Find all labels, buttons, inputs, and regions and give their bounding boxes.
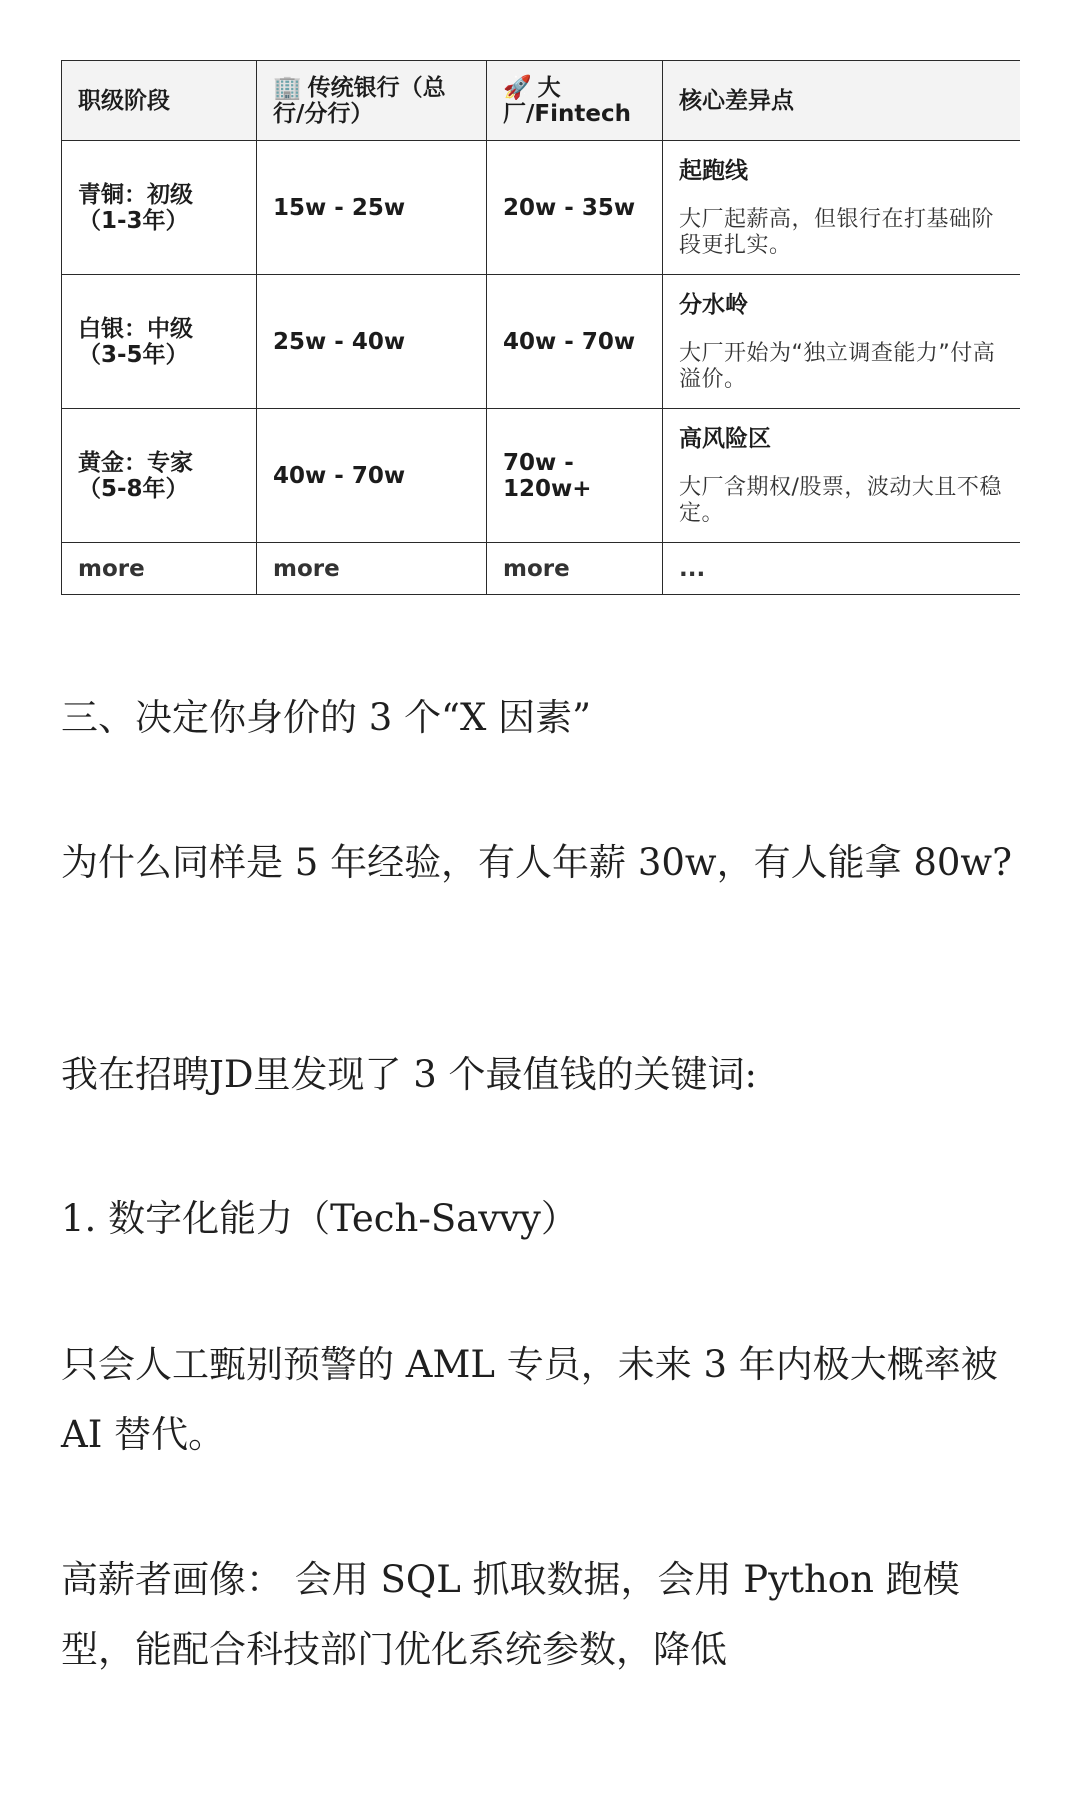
table-row [62,409,1020,543]
diff-desc: 大厂起薪高，但银行在打基础阶段更扎实。 [679,206,995,258]
more-stage-cell: more [62,543,257,595]
more-fintech-cell: more [487,543,663,595]
diff-title: 高风险区 [679,425,771,452]
list-item-digital: 1. 数字化能力（Tech-Savvy） [61,1197,578,1240]
fintech-salary-cell: 40w - 70w [487,275,663,409]
bank-salary-cell: 15w - 25w [257,141,487,275]
diff-cell [663,141,1020,275]
table-header-row [62,61,1020,141]
paragraph-aml: 只会人工甄别预警的 AML 专员，未来 3 年内极大概率被 AI 替代。 [61,1343,998,1456]
stage-cell: 白银：中级（3-5年） [62,275,257,409]
diff-cell [663,409,1020,543]
header-stage: 职级阶段 [62,61,257,141]
table-row [62,141,1020,275]
rocket-icon: 🚀 [503,74,532,101]
salary-comparison-table-wrap [61,60,1019,595]
header-diff: 核心差异点 [663,61,1020,141]
diff-title: 分水岭 [679,291,748,318]
paragraph-experience: 为什么同样是 5 年经验，有人年薪 30w，有人能拿 80w? [61,841,1012,884]
stage-cell: 黄金：专家（5-8年） [62,409,257,543]
fintech-salary-cell: 70w - 120w+ [487,409,663,543]
diff-desc: 大厂含期权/股票，波动大且不稳定。 [679,474,1002,526]
fintech-salary-cell: 20w - 35w [487,141,663,275]
header-bank: 🏢 传统银行（总行/分行） [257,61,487,141]
office-building-icon: 🏢 [273,74,302,101]
more-bank-cell: more [257,543,487,595]
paragraph-keywords: 我在招聘JD里发现了 3 个最值钱的关键词: [61,1053,758,1096]
diff-title: 起跑线 [679,157,748,184]
paragraph-profile: 高薪者画像： 会用 SQL 抓取数据，会用 Python 跑模型，能配合科技部门优化系统参数，降低 [61,1558,960,1671]
diff-cell [663,275,1020,409]
section-heading: 三、决定你身价的 3 个“X 因素” [61,696,591,739]
diff-desc: 大厂开始为“独立调查能力”付高溢价。 [679,340,996,392]
header-fintech: 🚀 大厂/Fintech [487,61,663,141]
salary-comparison-table [61,60,1020,595]
table-more-row [62,543,1020,595]
bank-salary-cell: 40w - 70w [257,409,487,543]
bank-salary-cell: 25w - 40w [257,275,487,409]
table-row [62,275,1020,409]
stage-cell: 青铜：初级（1-3年） [62,141,257,275]
more-diff-cell: ... [663,543,1020,595]
